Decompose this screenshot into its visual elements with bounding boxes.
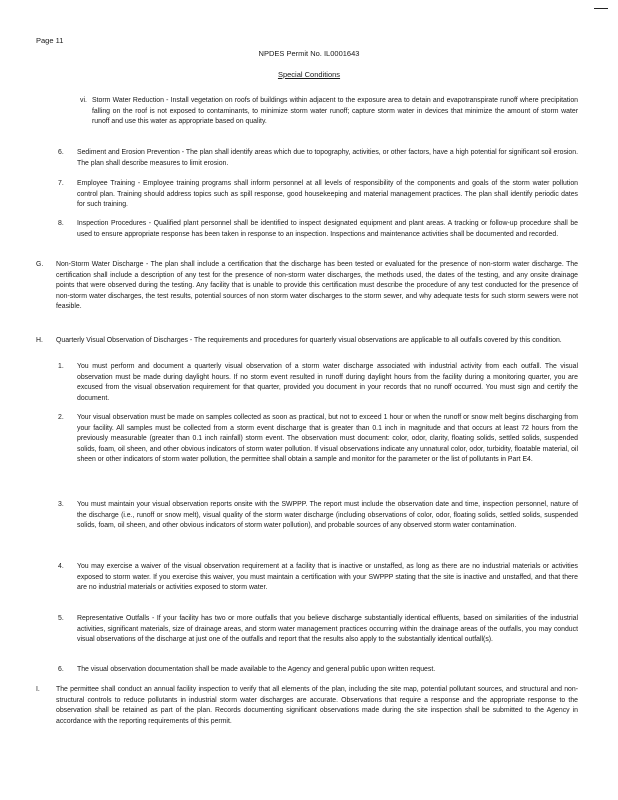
item-marker: 5. — [58, 615, 64, 622]
paragraph-employee-training: Employee Training - Employee training programs shall inform personnel at all levels of responsibility of the components and goals of the storm water pollution control plan. Training should address topics such as spill response, good housekeeping and material management practices. The plan shall identify periodic dates for such training. — [77, 180, 578, 208]
paragraph-visual-observation-4: You may exercise a waiver of the visual observation requirement at a facility that is inactive or unstaffed, as long as there are no industrial materials or activities exposed to storm water. If you exercise this waiver, you must maintain a certification with your SWPPP stating that the site is inactive and unstaffed, and that there are no industrial materials or activities exposed to storm water. — [77, 563, 578, 591]
item-marker: vi. — [80, 97, 87, 104]
section-marker: I. — [36, 686, 40, 693]
section-marker: H. — [36, 337, 43, 344]
paragraph-storm-water-reduction: Storm Water Reduction - Install vegetation on roofs of buildings within adjacent to the exposure area to detain and evapotranspirate runoff where precipitation falling on the roof is not exposed to contaminants, to minimize storm water runoff; capture storm water in devices that minimize the amount of storm water runoff and use this water as appropriate based on quality. — [92, 97, 578, 125]
section-marker: G. — [36, 261, 44, 268]
corner-mark — [594, 8, 608, 9]
paragraph-visual-observation-2: Your visual observation must be made on samples collected as soon as practical, but not to exceed 1 hour or when the runoff or snow melt begins discharging from your facility. All samples must be collected from a storm event discharge that is greater than 0.1 inch in magnitude and that occurs at least 72 hours from the previously measurable (greater than 0.1 inch rainfall) storm event. The observation must document: color, odor, clarity, floating solids, settled solids, suspended solids, foam, oil sheen, and other obvious indicators of storm water pollution. If visual observations indicate any unnatural color, odor, turbidity, floatable material, oil sheen or other indicators of storm water pollution, the permittee shall obtain a sample and monitor for the parameter or the list of pollutants in Part E4. — [77, 414, 578, 463]
permit-title: NPDES Permit No. IL0001643 — [258, 49, 360, 58]
paragraph-representative-outfalls: Representative Outfalls - If your facility has two or more outfalls that you believe discharge substantially identical effluents, based on similarities of the industrial activities, significant materials, size of drainage areas, and storm water management practices occurring within the drainage areas of the outfalls, you may conduct visual observations of the discharge at just one of the outfalls and report that the results also apply to the substantially identical outfall(s). — [77, 615, 578, 643]
item-marker: 3. — [58, 501, 64, 508]
item-marker: 1. — [58, 363, 64, 370]
page-number: Page 11 — [36, 36, 64, 45]
paragraph-annual-inspection: The permittee shall conduct an annual facility inspection to verify that all elements of the plan, including the site map, potential pollutant sources, and structural and non-structural controls to reduce pollutants in industrial storm water discharges are accurate. Observations that require a response and the appropriate response to the observation shall be retained as part of the plan. Records documenting significant observations made during the site inspection shall be submitted to the Agency in accordance with the reporting requirements of this permit. — [56, 686, 578, 725]
paragraph-sediment-erosion: Sediment and Erosion Prevention - The plan shall identify areas which due to topography, activities, or other factors, have a high potential for significant soil erosion. The plan shall describe measures to limit erosion. — [77, 149, 578, 167]
section-title: Special Conditions — [277, 70, 341, 79]
item-marker: 8. — [58, 220, 64, 227]
item-marker: 6. — [58, 666, 64, 673]
paragraph-visual-observation-3: You must maintain your visual observation reports onsite with the SWPPP. The report must include the observation date and time, inspection personnel, nature of the discharge (i.e., runoff or snow melt), visual quality of the storm water discharge (including observations of color, odor, floating solids, settled solids, suspended solids, foam, oil sheen, and other obvious indicators of storm water pollution), and probable sources of any observed storm water contamination. — [77, 501, 578, 529]
paragraph-visual-observation-1: You must perform and document a quarterly visual observation of a storm water discharge associated with industrial activity from each outfall. The visual observation must be made during daylight hours. If no storm event resulted in runoff during daylight hours from the facility during a monitoring quarter, you are excused from the visual observation requirement for that quarter, provided you document in your records that no runoff occurred. You must sign and certify the document. — [77, 363, 578, 402]
paragraph-non-storm-water-discharge: Non-Storm Water Discharge - The plan shall include a certification that the discharge has been tested or evaluated for the presence of non-storm water discharge. The certification shall include a description of any test for the presence of non-storm water discharges, the methods used, the dates of the testing, and any onsite drainage points that were observed during the testing. Any facility that is unable to provide this certification must describe the procedure of any test conducted for the presence of non-storm water discharges, the test results, potential sources of non storm water discharges to the storm sewer, and why adequate tests for such storm sewers were not feasible. — [56, 261, 578, 310]
paragraph-visual-observation-6: The visual observation documentation shall be made available to the Agency and general public upon written request. — [77, 666, 436, 673]
paragraph-quarterly-visual-observation: Quarterly Visual Observation of Discharges - The requirements and procedures for quarterly visual observations are applicable to all outfalls covered by this condition. — [56, 337, 562, 344]
paragraph-inspection-procedures: Inspection Procedures - Qualified plant personnel shall be identified to inspect designated equipment and plant areas. A tracking or follow-up procedure shall be used to ensure appropriate response has been taken in response to an inspection. Inspections and maintenance activities shall be documented and recorded. — [77, 220, 578, 238]
item-marker: 7. — [58, 180, 64, 187]
item-marker: 6. — [58, 149, 64, 156]
item-marker: 2. — [58, 414, 64, 421]
item-marker: 4. — [58, 563, 64, 570]
